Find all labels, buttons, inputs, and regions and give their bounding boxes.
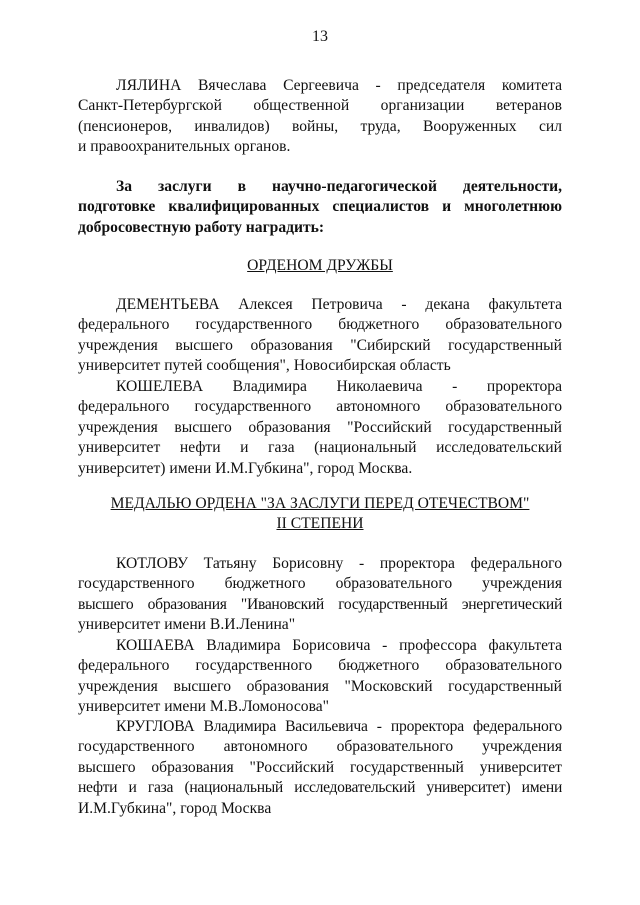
text-line: университет имени М.В.Ломоносова" <box>78 698 330 716</box>
award-intro <box>78 177 562 238</box>
text-line: подготовке квалифицированных специалистов и многолетнюю <box>78 198 562 216</box>
text-line: высшего образования "Российский государственный университет <box>78 758 562 776</box>
text-line: КОШАЕВА Владимира Борисовича - профессора факультета <box>116 637 562 654</box>
page-number: 13 <box>312 28 328 45</box>
text-line: учреждения высшего образования "Сибирский государственный <box>78 336 562 354</box>
text-line: КОШЕЛЕВА Владимира Николаевича - проректора <box>116 378 562 395</box>
text-line: И.М.Губкина", город Москва <box>78 799 272 817</box>
text-line: высшего образования "Ивановский государственный энергетический <box>78 595 562 613</box>
text-line: добросовестную работу наградить: <box>78 218 325 236</box>
heading-line-1: МЕДАЛЬЮ ОРДЕНА "ЗА ЗАСЛУГИ ПЕРЕД ОТЕЧЕСТВОМ" <box>110 495 530 512</box>
text-line: (пенсионеров, инвалидов) войны, труда, Вооруженных сил <box>78 117 562 135</box>
text-line: университет) имени И.М.Губкина", город Москва. <box>78 459 413 477</box>
heading-text: ОРДЕНОМ ДРУЖБЫ <box>247 257 393 274</box>
award-heading-medal <box>0 494 640 535</box>
text-line: За заслуги в научно-педагогической деятельности, <box>116 178 562 195</box>
text-line: КОТЛОВУ Татьяну Борисовну - проректора федерального <box>116 555 562 572</box>
paragraph-kruglov <box>78 717 562 819</box>
paragraph-koshelev <box>78 377 562 479</box>
text-line: федерального государственного автономного образовательного <box>78 398 562 416</box>
text-line: ДЕМЕНТЬЕВА Алексея Петровича - декана факультета <box>116 296 562 313</box>
text-line: федерального государственного бюджетного образовательного <box>78 657 562 675</box>
text-line: КРУГЛОВА Владимира Васильевича - проректора федерального <box>116 718 562 735</box>
heading-line-2: II СТЕПЕНИ <box>276 515 364 533</box>
text-line: ЛЯЛИНА Вячеслава Сергеевича - председателя комитета <box>116 77 562 94</box>
text-line: федерального государственного бюджетного образовательного <box>78 316 562 334</box>
paragraph-koshaev <box>78 636 562 718</box>
text-line: и правоохранительных органов. <box>78 138 291 156</box>
award-heading-order-of-friendship <box>0 256 640 276</box>
text-line: учреждения высшего образования "Московский государственный <box>78 677 562 695</box>
text-line: университет имени В.И.Ленина" <box>78 616 296 634</box>
paragraph-kotlova <box>78 554 562 636</box>
text-line: нефти и газа (национальный исследовательский университет) имени <box>78 779 562 797</box>
text-line: Санкт-Петербургской общественной организации ветеранов <box>78 97 562 115</box>
text-line: университет нефти и газа (национальный исследовательский <box>78 439 562 457</box>
paragraph-dementyev <box>78 295 562 377</box>
paragraph-lyalina <box>78 76 562 158</box>
text-line: учреждения высшего образования "Российский государственный <box>78 418 562 436</box>
text-line: государственного автономного образовательного учреждения <box>78 738 562 756</box>
text-line: университет путей сообщения", Новосибирская область <box>78 357 451 375</box>
text-line: государственного бюджетного образовательного учреждения <box>78 575 562 593</box>
